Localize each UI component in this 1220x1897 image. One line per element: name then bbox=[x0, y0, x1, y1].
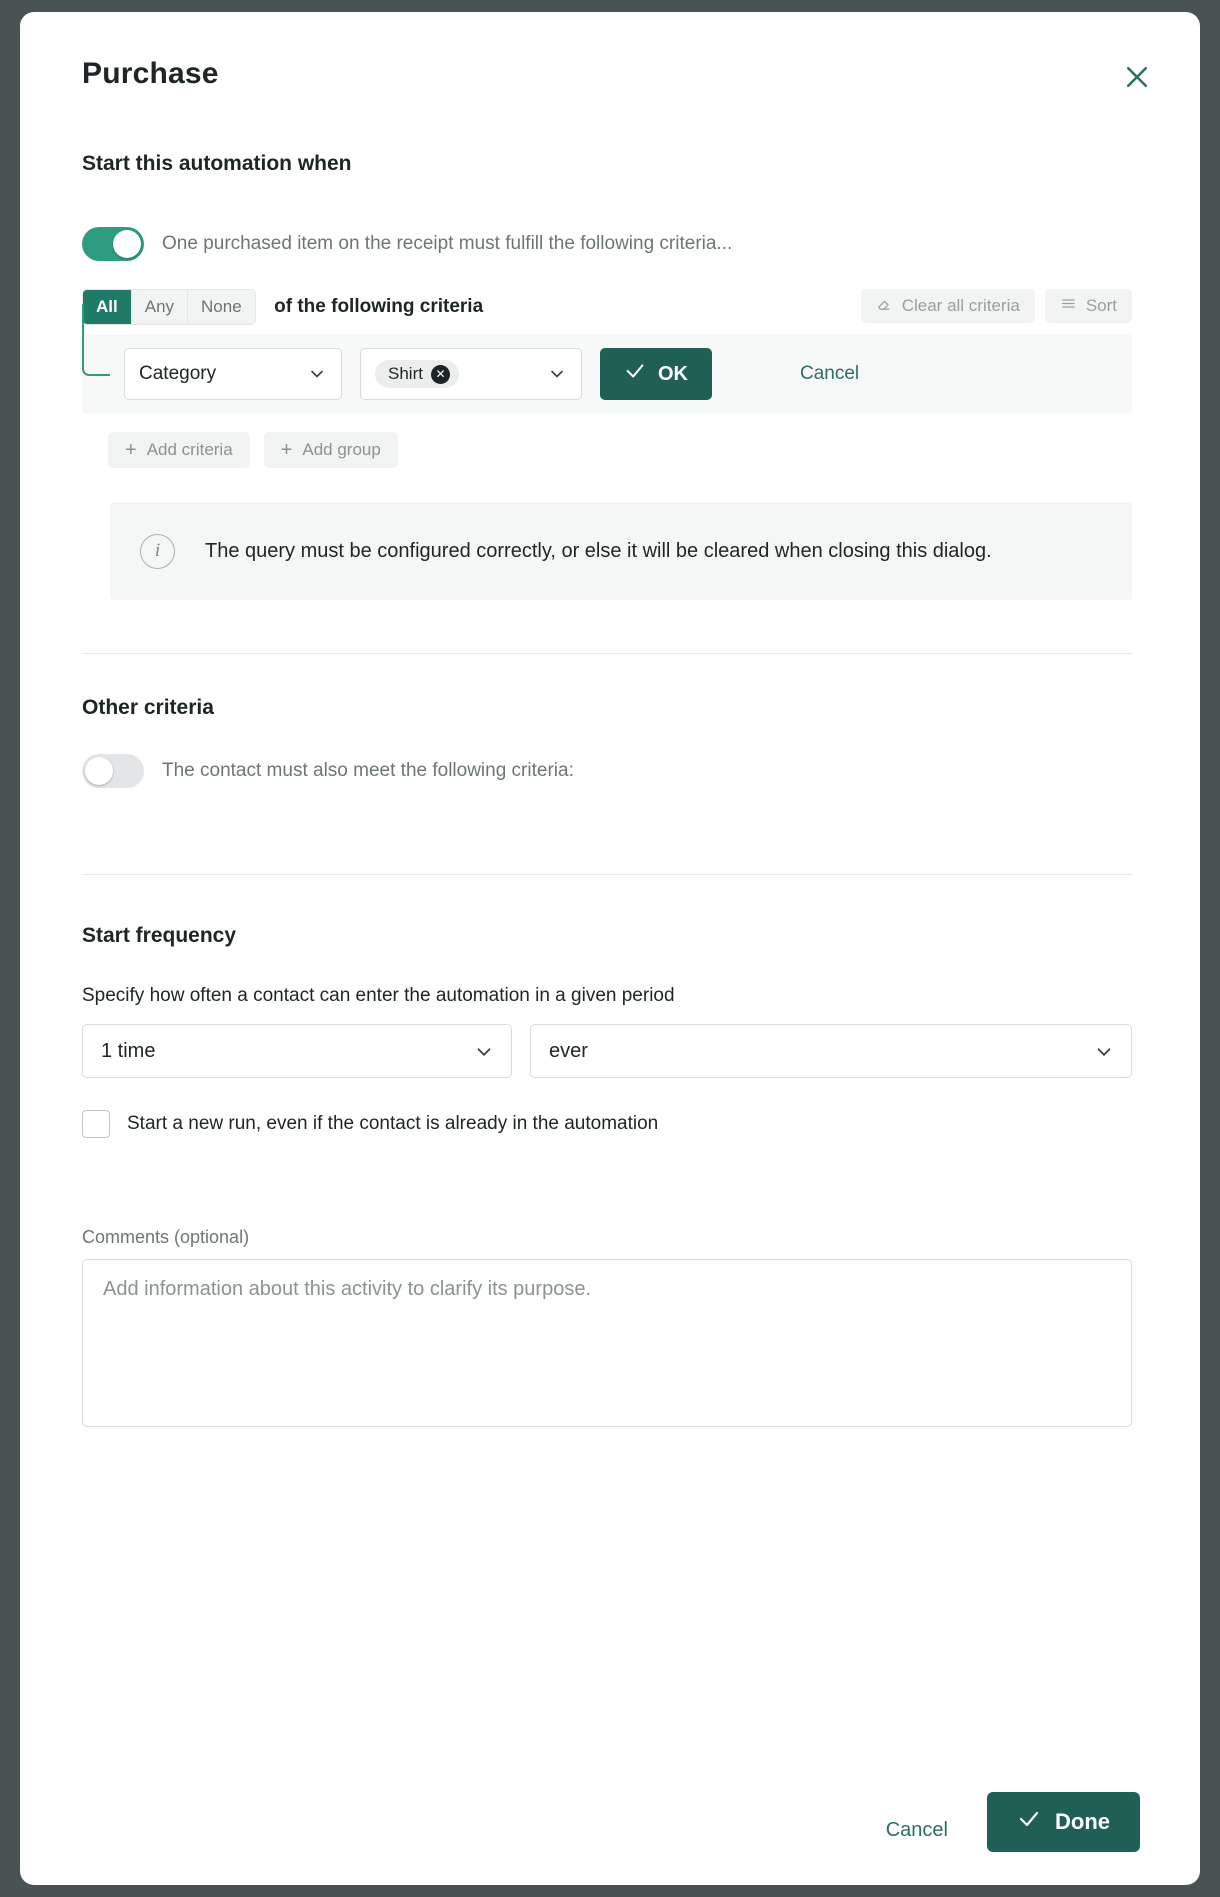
group-bracket bbox=[82, 304, 110, 376]
criteria-field-value: Category bbox=[139, 363, 217, 384]
sort-button[interactable] bbox=[1045, 289, 1132, 323]
eraser-icon bbox=[876, 295, 893, 317]
purchase-dialog bbox=[20, 12, 1200, 1885]
new-run-checkbox-label: Start a new run, even if the contact is already in the automation bbox=[127, 1113, 659, 1134]
toggle-knob bbox=[113, 230, 141, 258]
match-suffix-label: of the following criteria bbox=[274, 296, 484, 317]
chevron-down-icon bbox=[1093, 1041, 1113, 1061]
match-mode-any[interactable]: Any bbox=[131, 290, 187, 324]
chevron-down-icon bbox=[473, 1041, 493, 1061]
chevron-down-icon bbox=[547, 364, 567, 384]
check-icon bbox=[624, 360, 646, 388]
comments-input[interactable] bbox=[82, 1259, 1132, 1427]
toggle-knob bbox=[85, 757, 113, 785]
sort-icon bbox=[1060, 295, 1077, 317]
close-icon[interactable] bbox=[1122, 62, 1152, 92]
start-frequency-heading: Start frequency bbox=[82, 924, 237, 947]
add-criteria-label: Add criteria bbox=[146, 440, 233, 459]
divider bbox=[82, 653, 1132, 654]
frequency-count-select-wrap bbox=[82, 1024, 512, 1078]
criteria-field-select[interactable] bbox=[124, 348, 342, 400]
plus-icon: + bbox=[280, 439, 293, 461]
criteria-toolbar bbox=[82, 289, 1132, 323]
page-title: Purchase bbox=[82, 57, 219, 90]
frequency-count-select[interactable] bbox=[82, 1024, 512, 1078]
criteria-toolbar-actions bbox=[861, 289, 1132, 323]
criteria-cancel-button[interactable]: Cancel bbox=[792, 348, 867, 400]
other-criteria-toggle[interactable] bbox=[82, 754, 144, 788]
info-icon: i bbox=[140, 534, 175, 569]
clear-all-criteria-button[interactable] bbox=[861, 289, 1035, 323]
start-frequency-description: Specify how often a contact can enter the automation in a given period bbox=[82, 985, 675, 1006]
plus-icon: + bbox=[125, 439, 137, 461]
cancel-button[interactable]: Cancel bbox=[874, 1809, 960, 1852]
chevron-down-icon bbox=[307, 364, 327, 384]
criteria-value-token bbox=[375, 360, 459, 388]
add-criteria-button[interactable] bbox=[108, 432, 250, 468]
done-button[interactable] bbox=[987, 1792, 1140, 1852]
criteria-ok-button[interactable] bbox=[600, 348, 712, 400]
match-mode-all[interactable]: All bbox=[83, 290, 131, 324]
other-criteria-heading: Other criteria bbox=[82, 696, 214, 719]
add-group-label: Add group bbox=[302, 440, 381, 459]
criteria-ok-label: OK bbox=[658, 362, 688, 385]
criteria-value-select[interactable] bbox=[360, 348, 582, 400]
add-group-button[interactable] bbox=[264, 432, 398, 468]
remove-token-icon[interactable]: ✕ bbox=[431, 365, 450, 384]
done-label: Done bbox=[1055, 1809, 1110, 1834]
frequency-period-select-wrap bbox=[530, 1024, 1132, 1078]
frequency-period-value: ever bbox=[549, 1039, 588, 1062]
sort-label: Sort bbox=[1085, 296, 1117, 315]
frequency-count-value: 1 time bbox=[101, 1039, 156, 1062]
new-run-checkbox-row bbox=[82, 1110, 658, 1138]
query-info-text: The query must be configured correctly, or else it will be cleared when closing this dialog. bbox=[205, 539, 992, 562]
match-mode-none[interactable]: None bbox=[187, 290, 255, 324]
frequency-period-select[interactable] bbox=[530, 1024, 1132, 1078]
new-run-checkbox[interactable] bbox=[82, 1110, 110, 1138]
check-icon bbox=[1017, 1807, 1041, 1837]
divider bbox=[82, 874, 1132, 875]
start-criteria-toggle-label: One purchased item on the receipt must fulfill the following criteria... bbox=[162, 233, 733, 254]
other-criteria-toggle-row bbox=[82, 754, 574, 788]
start-criteria-toggle-row bbox=[82, 227, 732, 261]
other-criteria-toggle-label: The contact must also meet the following criteria: bbox=[162, 760, 574, 781]
clear-all-criteria-label: Clear all criteria bbox=[901, 296, 1020, 315]
criteria-add-actions bbox=[108, 432, 398, 468]
criteria-row bbox=[82, 334, 1132, 414]
criteria-value-token-label: Shirt bbox=[388, 364, 423, 383]
comments-label: Comments (optional) bbox=[82, 1227, 250, 1247]
start-section-heading: Start this automation when bbox=[82, 152, 352, 175]
start-criteria-toggle[interactable] bbox=[82, 227, 144, 261]
query-info-banner bbox=[110, 502, 1132, 600]
